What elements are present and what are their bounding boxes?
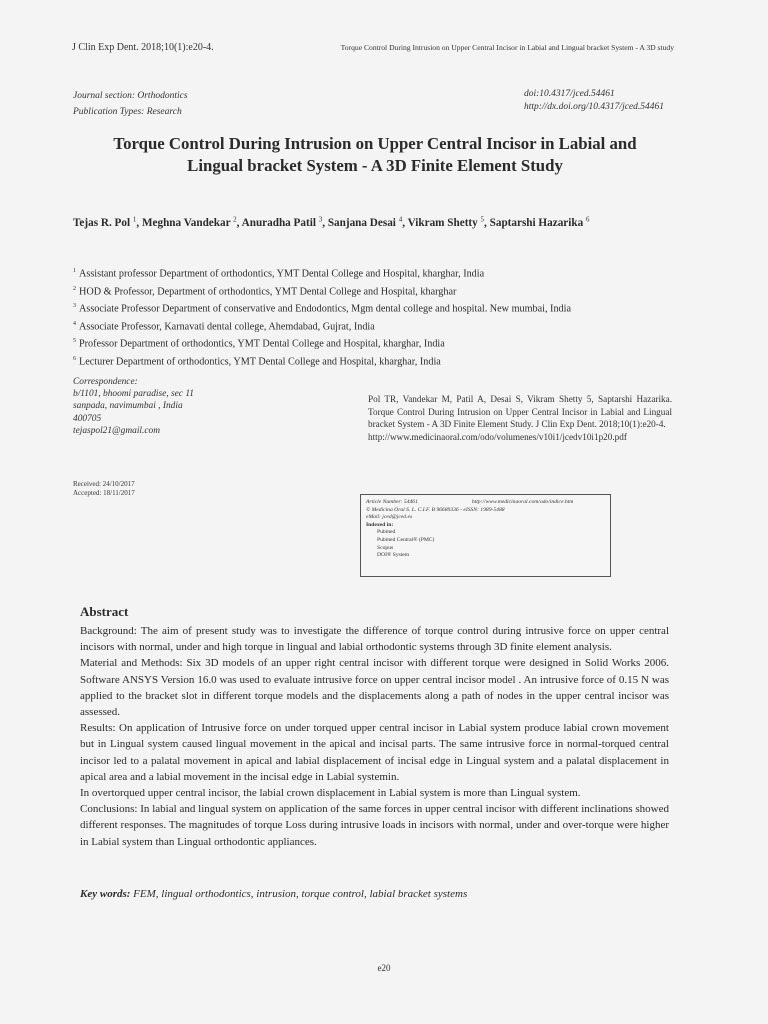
indexed-label: Indexed in: [366,521,394,528]
author: Meghna Vandekar $^2$, [141,215,242,229]
copyright-line: © Medicina Oral S. L. C.I.F. B 96689336 - eISSN: 1989-5488 [366,506,505,513]
correspondence-address-line: 400705 [73,413,102,424]
author: Sanjana Desai $^4$, [327,215,408,229]
author: Tejas R. Pol $^1$, [73,215,142,229]
keywords [80,888,680,900]
keywords-text: FEM, lingual orthodontics, intrusion, torque control, labial bracket systems [133,888,468,900]
article-title [40,133,710,177]
affiliation: $^6$ Lecturer Department of orthodontics, YMT Dental College and Hospital, kharghar, India [73,355,441,368]
doi-link[interactable]: http://dx.doi.org/10.4317/jced.54461 [524,101,665,112]
correspondence-address-line: b/1101, bhoomi paradise, sec 11 [73,389,194,400]
abstract-conclusions: Conclusions: In labial and lingual system on application of the same forces in upper central incisor with different inclinations showed different responses. The magnitudes of torque Loss during intrusive loads in incisors with normal, under and over-torque were higher in Labial system than Lingual orthodontic appliances. [80,803,669,848]
journal-section: Journal section: Orthodontics [73,91,188,101]
page-number: e20 [377,963,391,973]
affiliation: $^4$ Associate Professor, Karnavati dental college, Ahemdabad, Gujrat, India [73,320,375,333]
index-item: DOI® System [377,552,410,559]
citation-text: Pol TR, Vandekar M, Patil A, Desai S, Vikram Shetty 5, Saptarshi Hazarika. Torque Control During Intrusion on Upper Central Incisor in Labial and Lingual bracket System - A 3D Finite Element Study. J Clin Exp Dent. 2018;10(1):e20-4. [368,394,672,430]
author: Vikram Shetty $^5$, [407,215,490,229]
title-line-1: Torque Control During Intrusion on Upper Central Incisor in Labial and [113,134,637,153]
article-meta-right [524,88,664,113]
journal-citation-header: J Clin Exp Dent. 2018;10(1):e20-4. [72,42,214,53]
abstract-results-continued: In overtorqued upper central incisor, the labial crown displacement in Labial system is more than Lingual system. [80,787,581,800]
received-date: Received: 24/10/2017 [73,480,135,488]
affiliation: $^2$ HOD & Professor, Department of orthodontics, YMT Dental College and Hospital, kharghar [73,285,457,297]
journal-site-link[interactable]: http://www.medicinaoral.com/odo/indice.htm [471,499,574,505]
accepted-date: Accepted: 18/11/2017 [73,489,135,497]
abstract-methods: Material and Methods: Six 3D models of an upper right central incisor with different torque were designed in Solid Works 2006. Software ANSYS Version 16.0 was used to evaluate intrusive force on upper central incisor model . An intrusive force of 0.15 N was applied to the bracket slot in different torque models and the displacements along a path of nodes in the upper central incisor was assessed. [80,657,669,719]
index-item: Scopus [377,544,394,551]
index-item: Pubmed Central® (PMC) [377,536,435,543]
abstract-background: Background: The aim of present study was to investigate the difference of torque control during intrusive force on upper central incisors with normal, under and high torque in lingual and labial orthodontic systems through 3D finite element analysis. [80,625,669,654]
article-number: Article Number: 54461 [366,499,418,505]
how-to-cite [368,393,672,443]
correspondence-label: Correspondence: [73,377,138,387]
affiliation: $^3$ Associate Professor Department of conservative and Endodontics, Mgm dental college and hospital. New mumbai, India [73,303,571,315]
doi: doi:10.4317/jced.54461 [524,89,615,99]
affiliation: $^5$ Professor Department of orthodontics, YMT Dental College and Hospital, kharghar, India [73,338,445,350]
correspondence-email[interactable]: tejaspol21@gmail.com [73,425,161,436]
running-title: Torque Control During Intrusion on Upper Central Incisor in Labial and Lingual bracket System - A 3D study [340,43,674,52]
abstract-heading: Abstract [80,604,129,619]
citation-url[interactable]: http://www.medicinaoral.com/odo/volumenes/v10i1/jcedv10i1p20.pdf [368,431,627,442]
title-line-2: Lingual bracket System - A 3D Finite Element Study [187,156,563,175]
correspondence-address-line: sanpada, navimumbai , India [73,401,183,412]
abstract-results: Results: On application of Intrusive force on under torqued upper central incisor in Labial system produce labial crown movement but in Lingual system caused lingual movement in the apical and incisal parts. The same intrusive force in normal-torqued central incisor led to a palatal movement in apical and labial displacement of incisal edge in Lingual system and a palatal displacement in apical area and a labial movement in the incisal edge in Labial systemin. [80,722,669,783]
affiliation-list [73,264,713,370]
journal-email[interactable]: eMail: jced@jced.es [366,514,413,521]
keywords-label: Key words: [80,888,131,900]
article-meta-left [73,88,188,120]
affiliation: $^1$ Assistant professor Department of orthodontics, YMT Dental College and Hospital, kharghar, India [73,268,485,280]
author: Anuradha Patil $^3$, [241,215,328,229]
publication-type: Publication Types: Research [73,107,182,117]
author: Saptarshi Hazarika $^6$ [489,215,590,229]
author-list [73,215,713,229]
article-info-box [360,494,611,577]
index-item: Pubmed [377,529,396,536]
correspondence-block [73,376,273,437]
article-dates [73,480,135,498]
abstract-body [80,623,669,850]
